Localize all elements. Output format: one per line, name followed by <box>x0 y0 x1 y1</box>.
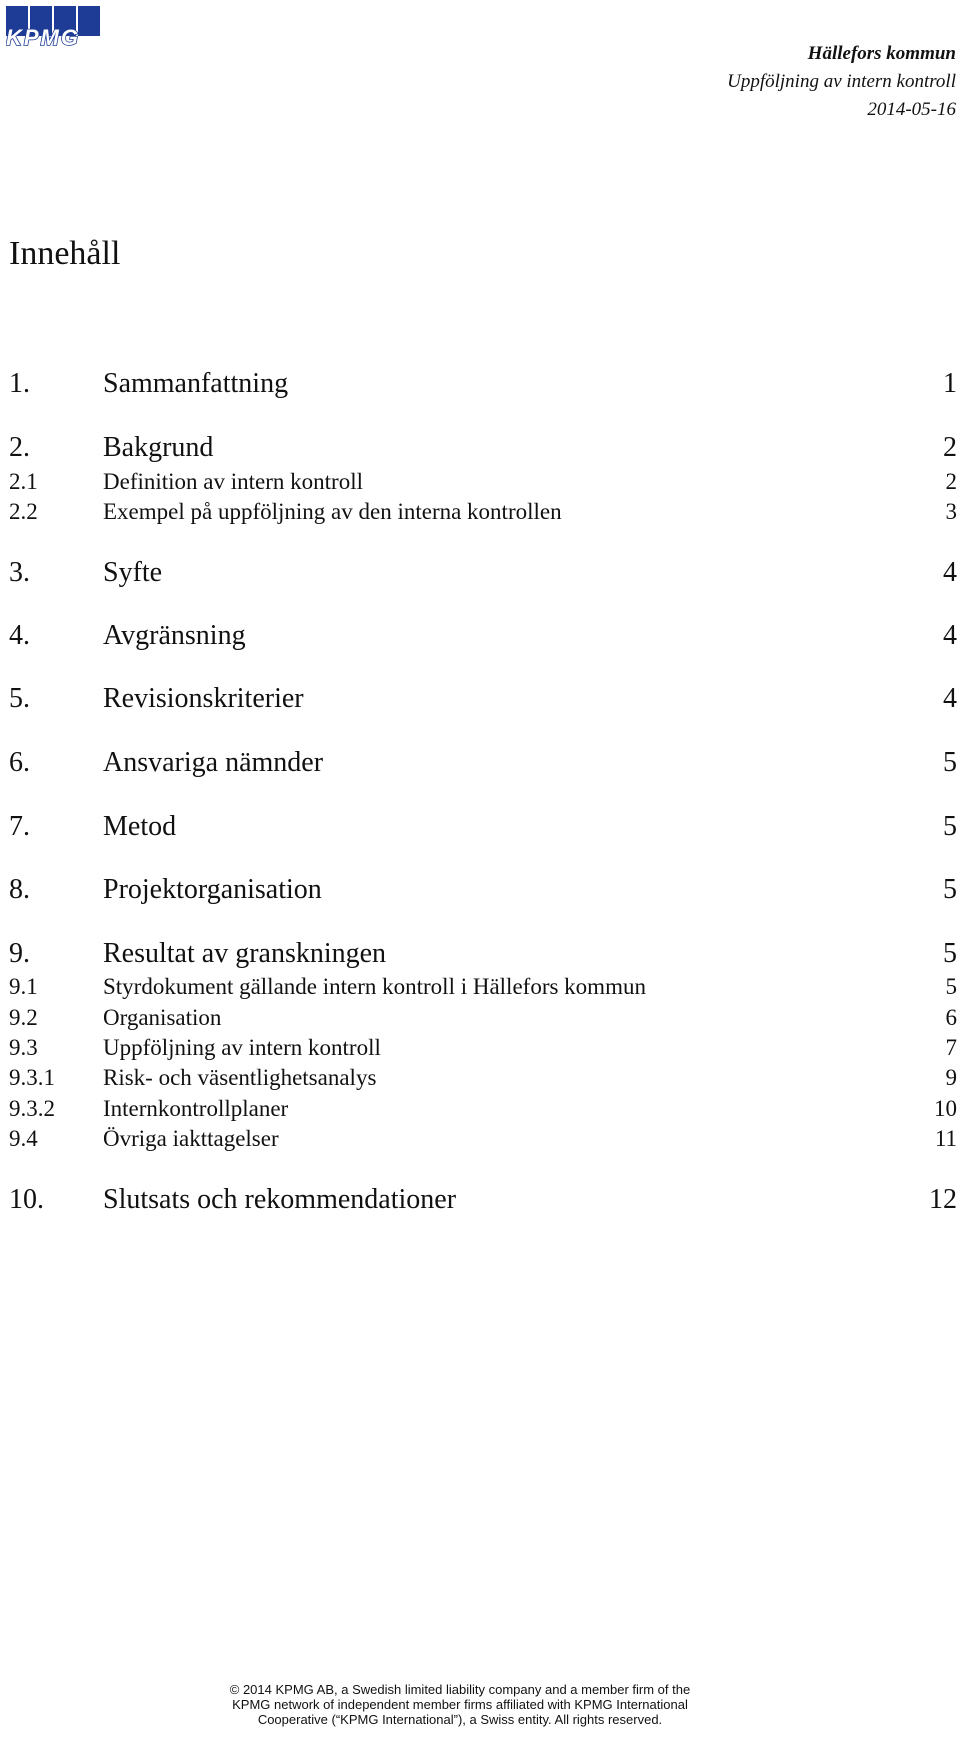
toc-entry-number: 1. <box>9 368 30 399</box>
toc-entry-title: Sammanfattning <box>103 368 289 399</box>
toc-entry[interactable] <box>9 874 957 906</box>
toc-entry-page: 4 <box>943 557 957 588</box>
kpmg-logo-text: KPMG <box>6 25 80 46</box>
toc-entry[interactable] <box>9 1126 957 1152</box>
toc-entry-number: 9.1 <box>9 974 38 999</box>
toc-entry[interactable] <box>9 747 957 779</box>
toc-entry-title: Uppföljning av intern kontroll <box>103 1035 381 1060</box>
toc-entry-page: 7 <box>945 1035 957 1060</box>
toc-entry-number: 9.4 <box>9 1126 38 1151</box>
toc-entry-title: Projektorganisation <box>103 874 322 905</box>
toc-entry-number: 4. <box>9 620 30 651</box>
toc-entry-page: 5 <box>945 974 957 999</box>
toc-entry[interactable] <box>9 368 957 400</box>
header-company: Hällefors kommun <box>807 43 956 64</box>
toc-entry-title: Ansvariga nämnder <box>103 747 324 778</box>
toc-entry[interactable] <box>9 1035 957 1061</box>
toc-entry-title: Avgränsning <box>103 620 246 651</box>
toc-entry[interactable] <box>9 1005 957 1031</box>
toc-entry-number: 9. <box>9 938 30 969</box>
toc-entry[interactable] <box>9 557 957 589</box>
toc-entry-number: 2.2 <box>9 499 38 524</box>
toc-entry[interactable] <box>9 1065 957 1091</box>
toc-entry-title: Exempel på uppföljning av den interna kontrollen <box>103 499 562 524</box>
toc-entry-title: Revisionskriterier <box>103 683 304 714</box>
toc-entry-page: 10 <box>934 1096 957 1121</box>
footer-line: Cooperative (“KPMG International”), a Swiss entity. All rights reserved. <box>257 1712 663 1727</box>
toc-entry-number: 9.3 <box>9 1035 38 1060</box>
header-date: 2014-05-16 <box>867 99 956 120</box>
toc-entry-page: 2 <box>945 469 957 494</box>
toc-entry-page: 12 <box>929 1184 957 1215</box>
toc-entry-page: 5 <box>943 938 957 969</box>
toc-entry-page: 5 <box>943 747 957 778</box>
toc-entry-number: 3. <box>9 557 30 588</box>
toc-entry-title: Bakgrund <box>103 432 214 463</box>
toc-entry-number: 10. <box>9 1184 44 1215</box>
toc-entry-page: 11 <box>934 1126 957 1151</box>
toc-entry-title: Risk- och väsentlighetsanalys <box>103 1065 377 1090</box>
toc-entry-title: Organisation <box>103 1005 222 1030</box>
toc-entry-number: 2.1 <box>9 469 38 494</box>
toc-entry[interactable] <box>9 620 957 652</box>
toc-entry[interactable] <box>9 683 957 715</box>
toc-entry[interactable] <box>9 1184 957 1216</box>
toc-entry-page: 5 <box>943 874 957 905</box>
toc-entry-number: 7. <box>9 811 30 842</box>
toc-entry-page: 4 <box>943 620 957 651</box>
toc-entry[interactable] <box>9 938 957 970</box>
toc-entry-title: Styrdokument gällande intern kontroll i Hällefors kommun <box>103 974 646 999</box>
footer-line: KPMG network of independent member firms affiliated with KPMG International <box>232 1697 688 1712</box>
toc-entry-title: Övriga iakttagelser <box>103 1126 279 1151</box>
copyright-footer <box>0 1682 920 1727</box>
toc-entry[interactable] <box>9 469 957 495</box>
toc-entry-title: Internkontrollplaner <box>103 1096 289 1121</box>
toc-entry-title: Resultat av granskningen <box>103 938 387 969</box>
toc-entry-title: Metod <box>103 811 177 842</box>
toc-entry-number: 6. <box>9 747 30 778</box>
toc-entry-number: 9.3.2 <box>9 1096 55 1121</box>
toc-entry-page: 5 <box>943 811 957 842</box>
toc-entry[interactable] <box>9 1096 957 1122</box>
toc-entry-number: 9.2 <box>9 1005 38 1030</box>
toc-entry-number: 2. <box>9 432 30 463</box>
toc-entry-page: 3 <box>945 499 957 524</box>
toc-entry-title: Slutsats och rekommendationer <box>103 1184 457 1215</box>
toc-heading: Innehåll <box>9 235 121 272</box>
toc-entry[interactable] <box>9 811 957 843</box>
toc-entry[interactable] <box>9 974 957 1000</box>
toc-entry-title: Syfte <box>103 557 163 588</box>
toc-entry-number: 8. <box>9 874 30 905</box>
toc-entry[interactable] <box>9 432 957 464</box>
header-report-title: Uppföljning av intern kontroll <box>727 71 956 92</box>
document-header <box>0 40 960 124</box>
toc-entry-page: 1 <box>943 368 957 399</box>
toc-entry-number: 9.3.1 <box>9 1065 55 1090</box>
toc-entry[interactable] <box>9 499 957 525</box>
footer-line: © 2014 KPMG AB, a Swedish limited liability company and a member firm of the <box>229 1682 691 1697</box>
toc-entry-number: 5. <box>9 683 30 714</box>
toc-entry-page: 6 <box>945 1005 957 1030</box>
toc-entry-title: Definition av intern kontroll <box>103 469 363 494</box>
toc-entry-page: 9 <box>945 1065 957 1090</box>
toc-entry-page: 2 <box>943 432 957 463</box>
toc-entry-page: 4 <box>943 683 957 714</box>
